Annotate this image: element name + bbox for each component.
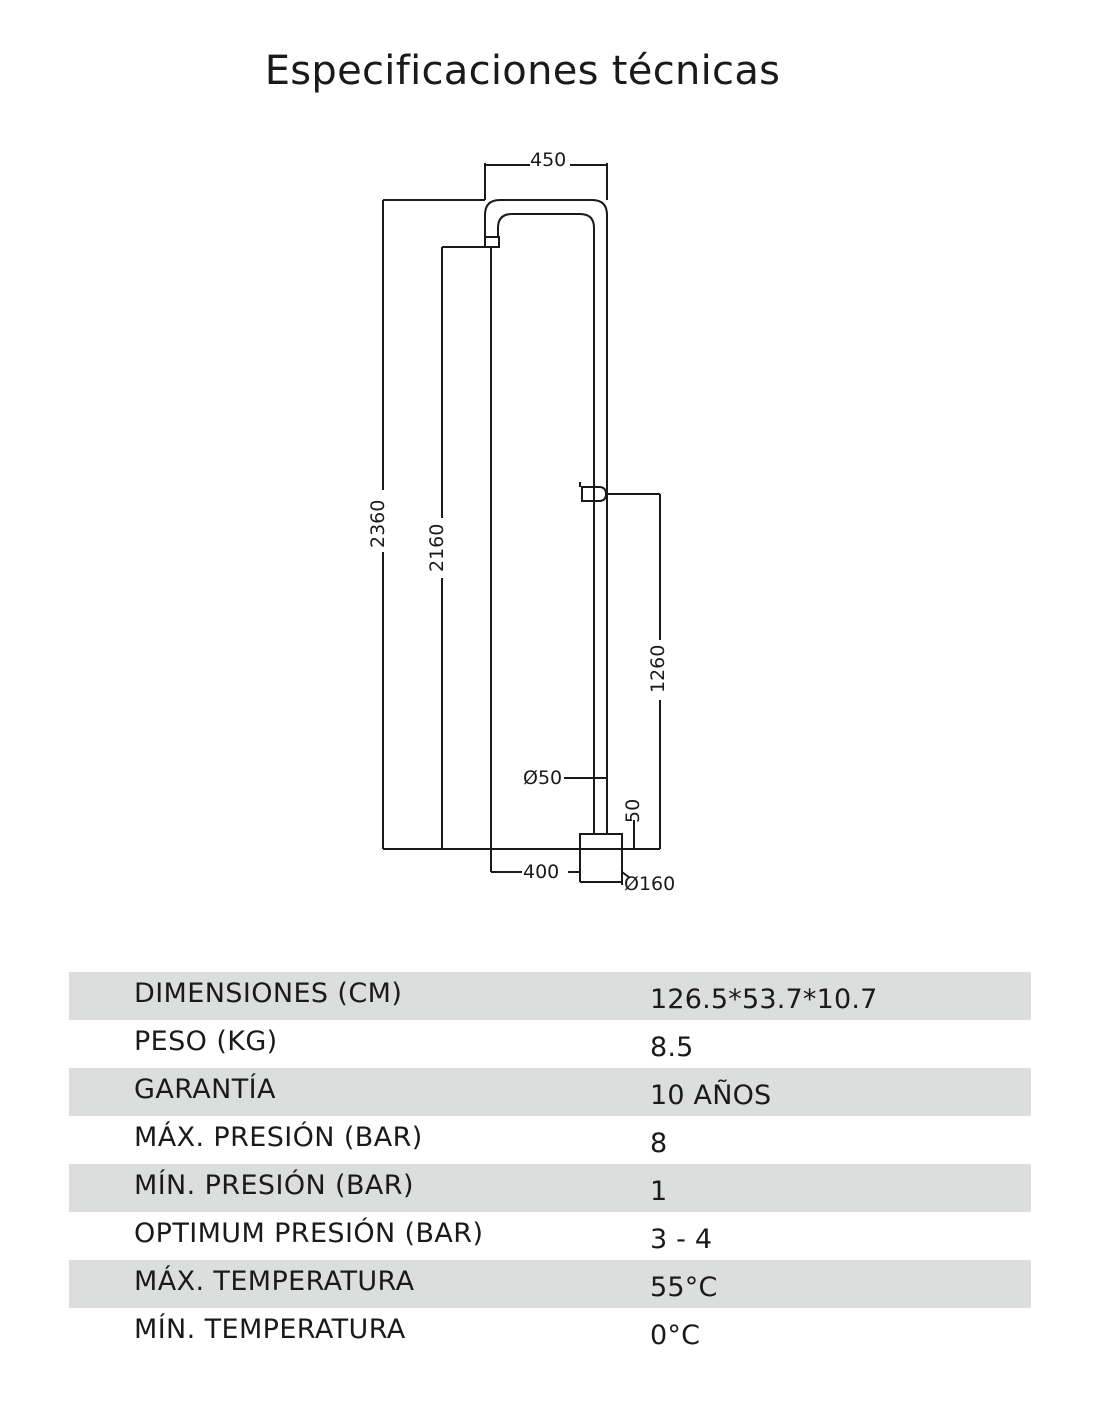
- spec-row-max-pressure: [69, 1116, 1031, 1164]
- spec-label: MÍN. PRESIÓN (BAR): [134, 1169, 414, 1201]
- page-title: Especificaciones técnicas: [264, 48, 781, 94]
- spec-table: [69, 972, 1031, 1356]
- spec-label: DIMENSIONES (CM): [134, 977, 403, 1009]
- dim-total-height: 2360: [367, 499, 389, 548]
- dim-base-height: 50: [622, 798, 644, 823]
- spec-row-min-pressure: [69, 1164, 1031, 1212]
- shower-column-outer: [485, 200, 607, 835]
- spec-value: 8: [650, 1127, 668, 1159]
- spec-value: 8.5: [650, 1031, 694, 1063]
- base-plate: [580, 834, 622, 849]
- spec-label: OPTIMUM PRESIÓN (BAR): [134, 1217, 484, 1249]
- spec-row-max-temperature: [69, 1260, 1031, 1308]
- shower-head: [485, 237, 499, 247]
- dim-outlet-height: 2160: [426, 523, 448, 572]
- dim-pipe-diameter: Ø50: [523, 767, 563, 789]
- spec-value: 126.5*53.7*10.7: [650, 983, 878, 1015]
- spec-label: MÁX. PRESIÓN (BAR): [134, 1121, 423, 1153]
- shower-column-inner: [498, 214, 594, 835]
- spec-row-dimensions: [69, 972, 1031, 1020]
- spec-value: 1: [650, 1175, 668, 1207]
- spec-value: 0°C: [650, 1319, 701, 1351]
- spec-label: MÁX. TEMPERATURA: [134, 1265, 415, 1297]
- spec-row-min-temperature: [69, 1308, 1031, 1356]
- dim-base-offset: 400: [523, 861, 560, 883]
- spec-row-optimum-pressure: [69, 1212, 1031, 1260]
- dim-top-width: 450: [530, 149, 567, 171]
- spec-label: MÍN. TEMPERATURA: [134, 1313, 406, 1345]
- spec-value: 3 - 4: [650, 1223, 713, 1255]
- spec-value: 10 AÑOS: [650, 1079, 772, 1111]
- spec-label: PESO (KG): [134, 1025, 278, 1057]
- spec-row-weight: [69, 1020, 1031, 1068]
- spec-value: 55°C: [650, 1271, 718, 1303]
- dim-base-diameter: Ø160: [624, 873, 676, 895]
- spec-label: GARANTÍA: [134, 1073, 276, 1105]
- dim-mixer-height: 1260: [647, 644, 669, 693]
- spec-row-warranty: [69, 1068, 1031, 1116]
